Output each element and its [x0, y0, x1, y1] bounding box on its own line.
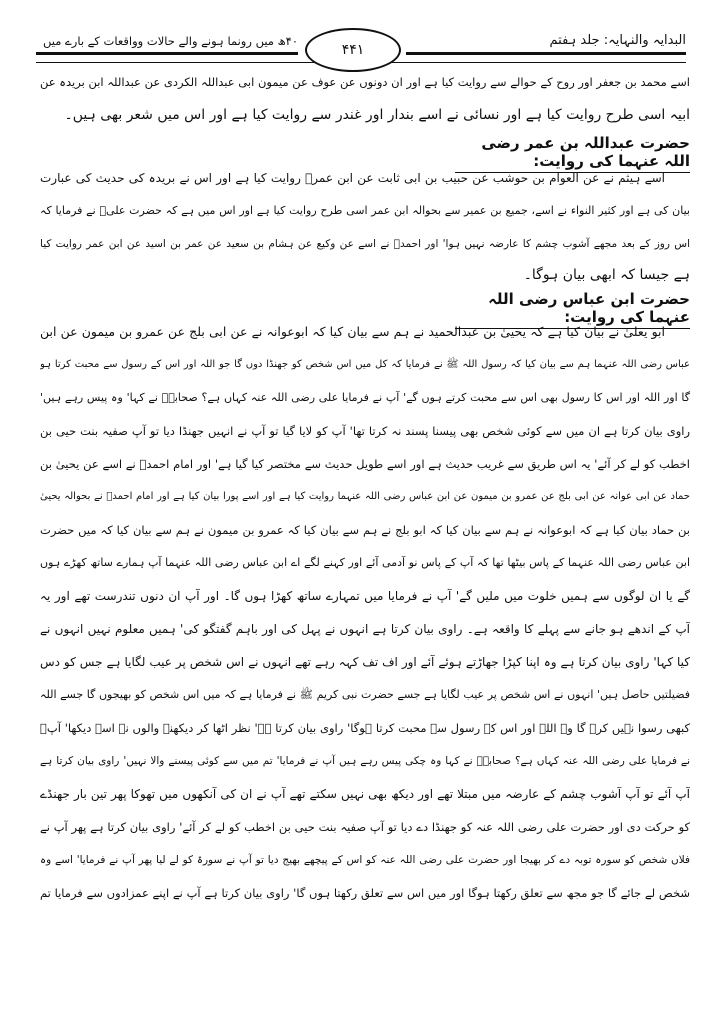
- text-line: گے یا ان لوگوں سے ہمیں خلوت میں ملیں گے' آپ نے فرمایا میں تمہارے ساتھ کھڑا ہوں گا۔ اور آپ ان دنوں تندرست تھے اور یہ: [40, 589, 690, 603]
- text-line: اخطب کو لے کر آئے' یہ اس طریق سے غریب حدیث ہے اور اسے طویل حدیث سے مختصر کیا گیا ہے' اور امام احمدؒ نے اسے عن یحییٰ بن: [40, 457, 690, 471]
- text-line: کیا کہا' راوی بیان کرتا ہے وہ اپنا کپڑا جھاڑتے ہوئے آئے اور اف تف کہہ رہے تھے انہوں نے اس شخص پر عیب لگایا ہے جس کو دس: [40, 655, 690, 669]
- text-line: اسے محمد بن جعفر اور روح کے حوالے سے روایت کیا ہے اور ان دونوں عن عوف عن میمون ابی عبداللہ الکردی عن عبداللہ ابن بریدہ عن: [40, 75, 690, 89]
- book-title: البدایہ والنہایہ: جلد ہفتم: [406, 32, 686, 55]
- text-line: شخص لے جائے گا جو مجھ سے تعلق رکھتا ہوگا اور میں اس سے تعلق رکھتا ہوں گا' راوی بیان کرتا ہے آپ نے اپنے عمزادوں سے فرمایا تم: [40, 886, 690, 900]
- text-line: کبھی رسوا نہیں کرے گا وہ اللہ اور اس کے رسول سے محبت کرتا ہوگا' راوی بیان کرتا ہے' نظر اٹھا کر دیکھنے والوں نے اسے دیکھا' آپؐ: [40, 721, 690, 735]
- text-line: گا اور اللہ اور اس کا رسول بھی اس سے محبت کرتے ہوں گے' آپ نے فرمایا علی رضی اللہ عنہ کہاں ہے؟ صحابہؓ نے کہا' وہ پیس رہے ہیں': [40, 391, 690, 404]
- text-line: عباس رضی اللہ عنہما ہم سے بیان کیا کہ رسول اللہ ﷺ نے فرمایا کہ کل میں اس شخص کو جھنڈا دوں گا جو اللہ اور اس کے رسول سے محبت کرتا ہو: [40, 359, 690, 370]
- text-line: بن حماد بیان کیا ہے کہ ابوعوانہ نے ہم سے بیان کیا کہ ابو بلج نے ہم سے بیان کیا کہ عمرو بن میمون نے ہم سے بیان کیا کہ میں حضرت: [40, 523, 690, 537]
- text-line: کو حرکت دی اور حضرت علی رضی اللہ عنہ کو جھنڈا دے دیا تو آپ صفیہ بنت حیی بن اخطب کو لے کر آئے' راوی بیان کرتا ہے پھر آپ نے: [40, 820, 690, 834]
- text-line: آپ کے اندھے ہو جانے سے پہلے کا واقعہ ہے۔ راوی بیان کرتا ہے انہوں نے پہل کی اور باہم گفتگو کی' ہمیں معلوم نہیں انہوں نے: [40, 622, 690, 636]
- text-line: فلاں شخص کو سورہ توبہ دے کر بھیجا اور حضرت علی رضی اللہ عنہ کو اس کے پیچھے بھیج دیا تو آپ نے سورۃ کو لے لیا پھر آپ نے فرمایا' اسے وہ: [40, 854, 690, 866]
- text-line: آپ آئے تو آپ آشوب چشم کے عارضہ میں مبتلا تھے اور دیکھ بھی نہیں سکتے تھے آپ نے ان کی آنکھوں میں تھوکا پھر تین بار جھنڈے: [40, 787, 690, 801]
- text-line: ابو یعلیٰ نے بیان کیا ہے کہ یحییٰ بن عبدالحمید نے ہم سے بیان کیا کہ ابوعوانہ نے عن ابی بلج عن عمرو بن میمون عن ابن: [40, 324, 665, 339]
- text-line: اس روز کے بعد مجھے آشوب چشم کا عارضہ نہیں ہوا' اور احمدؒ نے اسے عن وکیع عن ہشام بن سعید عن عمر بن اسید عن ابن عمر روایت کیا: [40, 238, 690, 250]
- text-line: ہے جیسا کہ ابھی بیان ہوگا۔: [523, 267, 690, 283]
- text-line: راوی بیان کرتا ہے ان میں سے کوئی شخص بھی پیسنا پسند نہ کرتا تھا' آپ کو لایا گیا تو آپ نے انہیں جھنڈا دیا تو آپ صفیہ بنت حیی بن: [40, 424, 690, 438]
- chapter-title: ۴۰ھ میں رونما ہونے والے حالات وواقعات کے بارے میں: [36, 32, 298, 55]
- text-line: نے فرمایا علی رضی اللہ عنہ کہاں ہے؟ صحابہؓ نے کہا وہ چکی پیس رہے ہیں آپ نے فرمایا' تم میں سے کوئی پیسنے والا نہیں' راوی بیان کرتا ہے: [40, 755, 690, 767]
- text-line: بیان کی ہے اور کثیر النواء نے اسے، جمیع بن عمیر سے بحوالہ ابن عمر اسی طرح روایت کیا ہے اور اس میں ہے کہ حضرت علیؓ نے فرمایا کہ: [40, 204, 690, 217]
- section-heading: حضرت ابن عباس رضی اللہ عنہما کی روایت:: [455, 290, 690, 329]
- text-line: فضیلتیں حاصل ہیں' انہوں نے اس شخص پر عیب لگایا ہے جسے حضرت نبی کریم ﷺ نے فرمایا ہے کہ میں اس شخص کو بھیجوں گا جسے اللہ: [40, 688, 690, 701]
- section-heading: حضرت عبداللہ بن عمر رضی اللہ عنہما کی روایت:: [455, 134, 690, 173]
- text-line: اسے ہیثم نے عن العوام بن حوشب عن حبیب بن ابی ثابت عن ابن عمرؓ روایت کیا ہے اور اس نے بریدہ کی حدیث کی عبارت: [40, 171, 665, 185]
- text-line: حماد عن ابی عوانہ عن ابی بلج عن عمرو بن میمون عن ابن عباس رضی اللہ عنہما روایت کیا ہے اور اسے پورا بیان کیا ہے اور امام احمدؒ نے بحوالہ یحییٰ: [40, 491, 690, 502]
- text-line: ابن عباس رضی اللہ عنہما کے پاس بیٹھا تھا کہ آپ کے پاس نو آدمی آئے اور کہنے لگے اے ابن عباس رضی اللہ عنہما آپ ہمارے ساتھ کھڑے ہوں: [40, 556, 690, 569]
- page-number: ۴۴۱: [305, 28, 401, 72]
- text-line: ابیہ اسی طرح روایت کیا ہے اور نسائی نے اسے بندار اور غندر سے روایت کیا ہے اور اس میں شعر بھی ہیں۔: [64, 107, 690, 123]
